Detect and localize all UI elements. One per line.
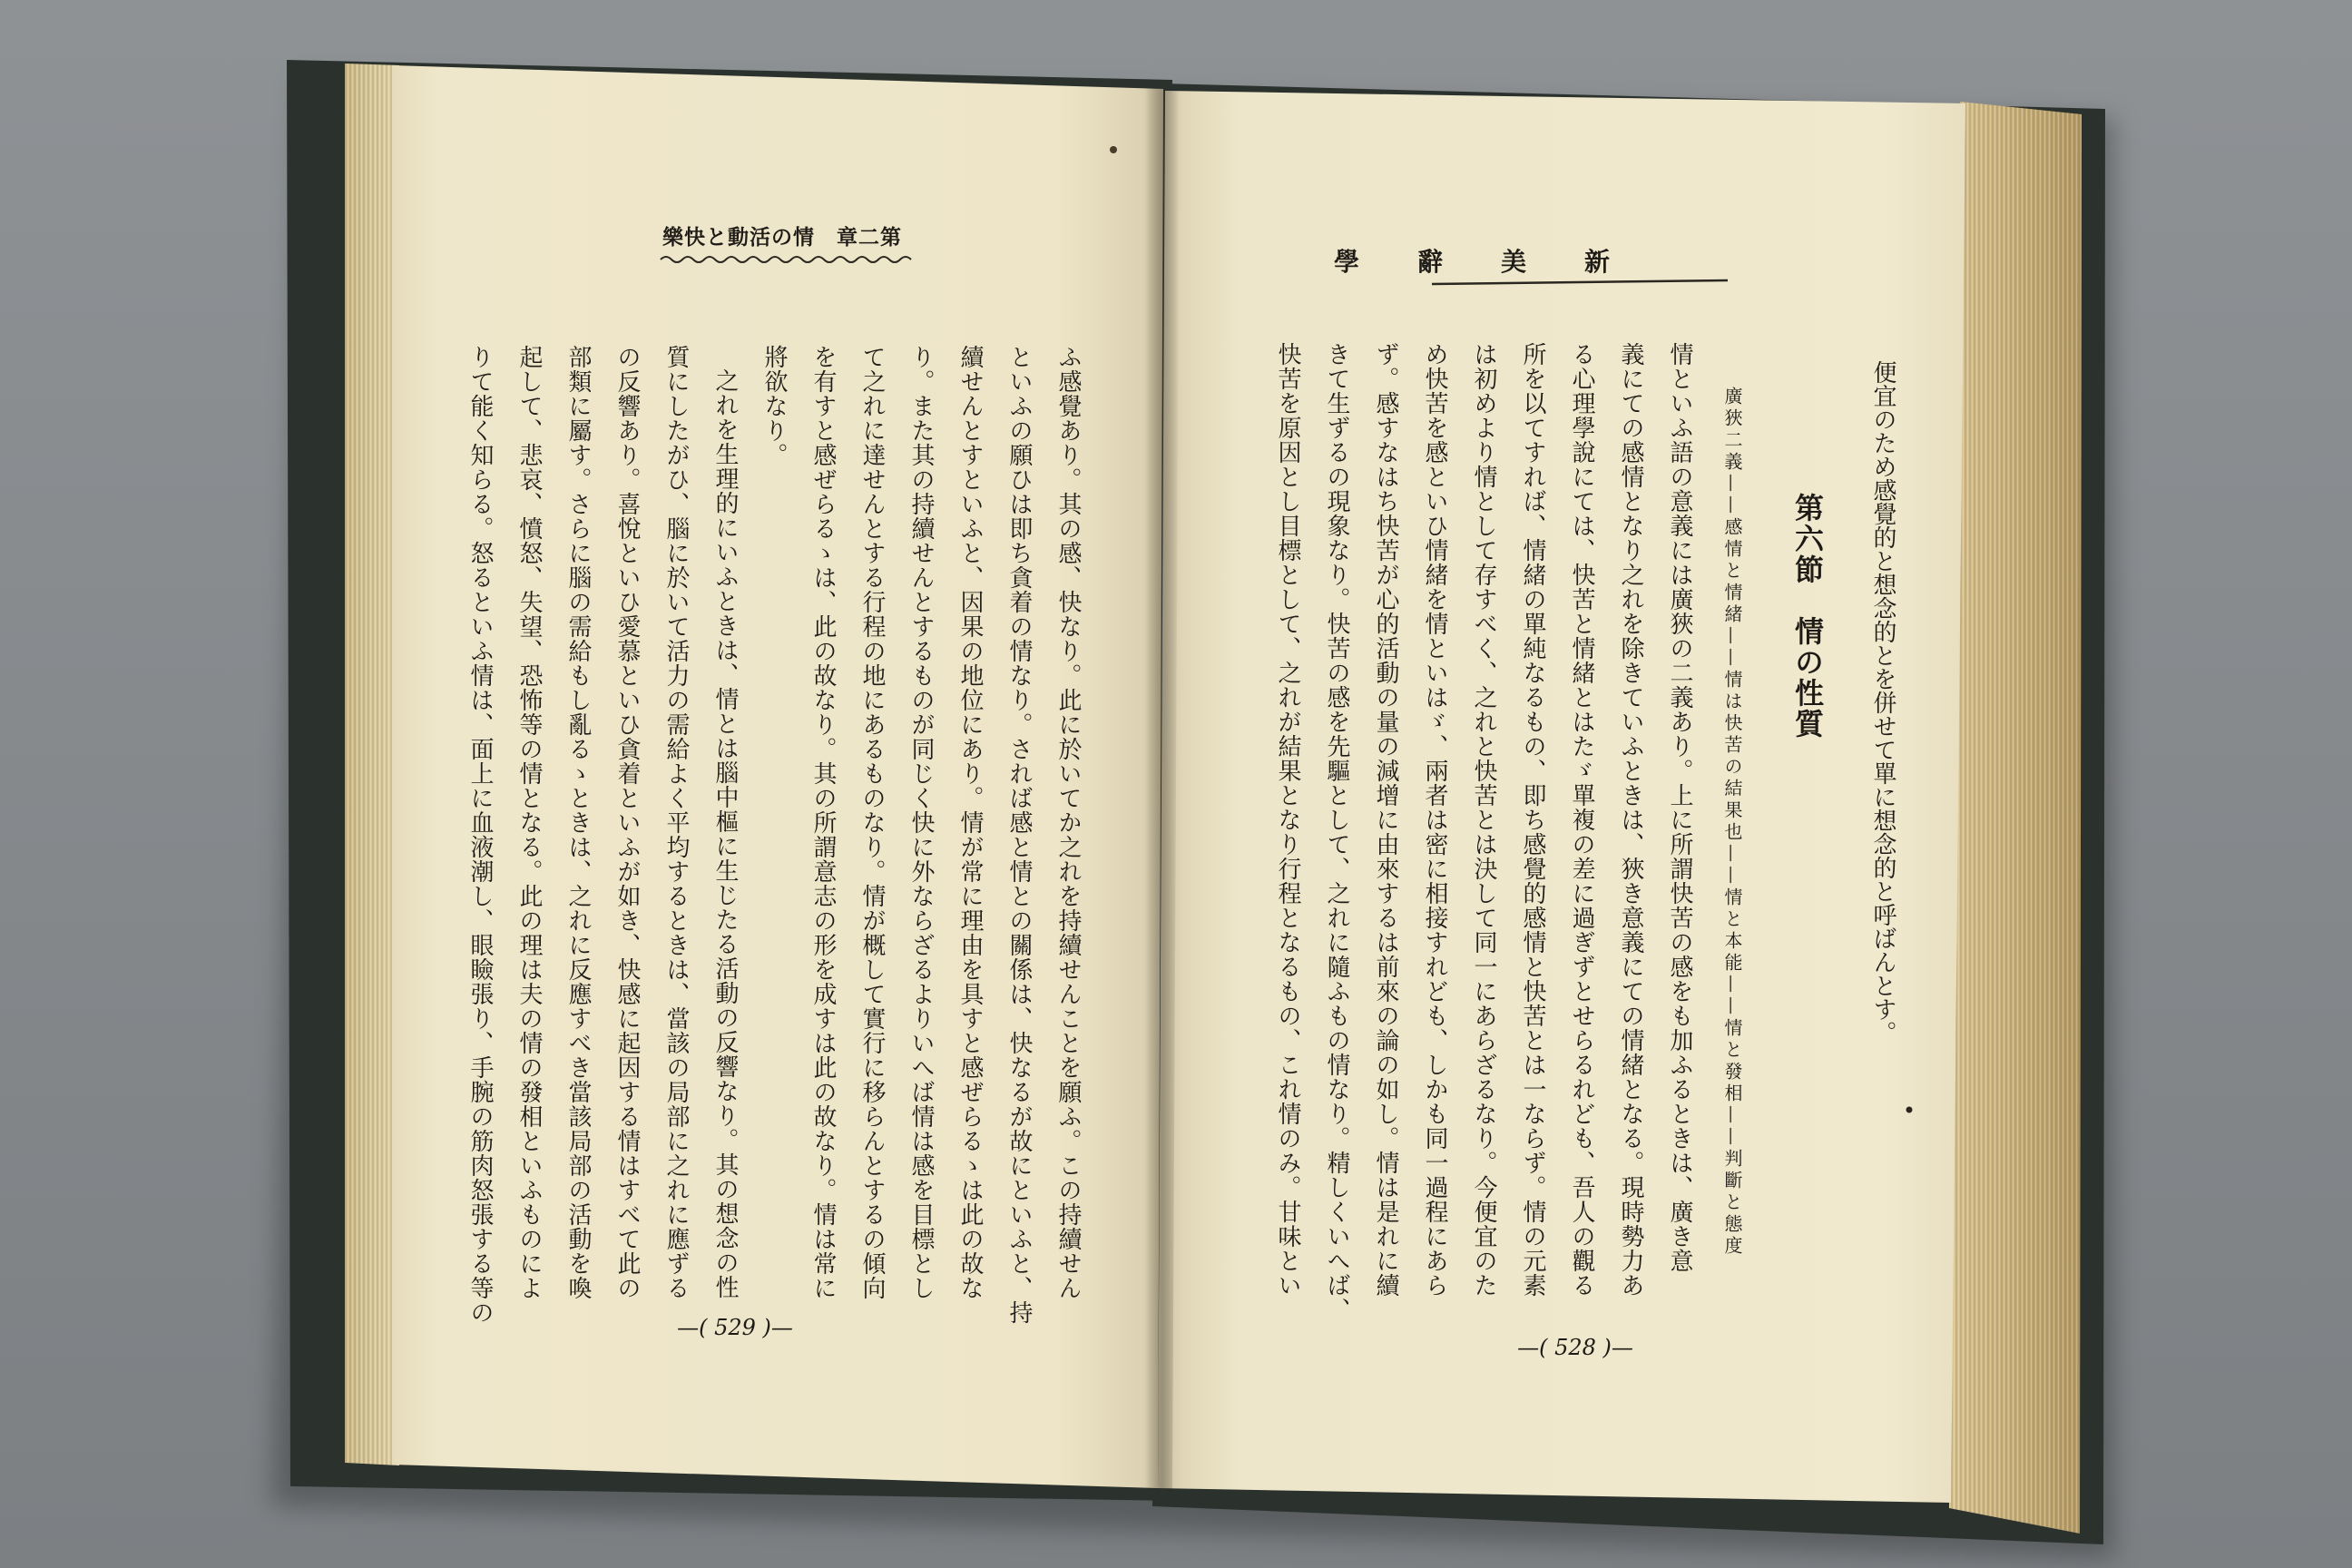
text-column: りて能く知らる。怒るといふ情は、面上に血液潮し、眼瞼張り、手腕の筋肉怒張する等の — [466, 345, 494, 1325]
text-column: り。また其の持續せんとするものが同じく快に外ならざるよりいへば情は感を目標とし — [907, 345, 935, 1300]
text-column: ふ感覺あり。其の感、快なり。此に於いてか之れを持續せんことを願ふ。この持續せん — [1054, 345, 1082, 1300]
text-column: は初めより情として存すべく、之れと快苦とは決して同一にあらざるなり。今便宜のた — [1470, 342, 1497, 1298]
page-number-left: —( 529 )— — [677, 1315, 793, 1340]
text-column: る心理學說にては、快苦と情緒とはたゞ單複の差に過ぎずとせらるれども、吾人の觀る — [1568, 342, 1595, 1298]
left-page-edges-texture — [345, 64, 399, 1465]
running-head-book-title: 新美辭學 — [1333, 247, 1668, 277]
text-column: 部類に屬す。さらに腦の需給もし亂るゝときは、之れに反應すべき當該局部の活動を喚 — [564, 345, 592, 1300]
left-page-text — [456, 345, 1093, 1325]
right-page-edges-texture — [1949, 102, 2082, 1534]
text-column: 續せんとすといふと、因果の地位にあり。情が常に理由を具すと感ぜらるゝは此の故な — [956, 345, 984, 1300]
text-column: といふの願ひは即ち貪着の情なり。されば感と情との關係は、快なるが故にといふと、持 — [1005, 345, 1033, 1325]
section-summary: 廣狹二義——感情と情緒——情は快苦の結果也——情と本能——情と發相——判斷と態度 — [1721, 387, 1743, 1258]
text-column: 快苦を原因とし目標として、之れが結果となり行程となるもの、これ情のみ。甘味とい — [1274, 342, 1301, 1298]
text-column: の反響あり。喜悅といひ愛慕といひ貪着といふが如き、快感に起因する情はすべて此の — [613, 345, 641, 1300]
text-column: 義にての感情となり之れを除きていふときは、狹き意義にての情緒となる。現時勢力あ — [1617, 342, 1644, 1298]
text-column: きて生ずるの現象なり。快苦の感を先驅として、之れに隨ふもの情なり。精しくいへば、 — [1323, 342, 1350, 1322]
text-column: 起して、悲哀、憤怒、失望、恐怖等の情となる。此の理は夫の情の發相といふものによ — [515, 345, 543, 1300]
text-column: 所を以てすれば、情緒の單純なるもの、即ち感覺的感情と快苦とは一ならず。情の元素 — [1519, 342, 1546, 1298]
page-number-right: —( 528 )— — [1517, 1335, 1633, 1360]
text-column: 將欲なり。 — [760, 345, 788, 467]
text-column: 質にしたがひ、腦に於いて活力の需給よく平均するときは、當該の局部に之れに應ずる — [662, 345, 690, 1300]
text-column: を有すと感ぜらるゝは、此の故なり。其の所謂意志の形を成すは此の故なり。情は常に — [809, 345, 837, 1300]
ink-speck — [1110, 146, 1117, 153]
right-page-text — [1263, 342, 1704, 1322]
section-heading: 第六節 情の性質 — [1790, 493, 1825, 740]
text-column: て之れに達せんとする行程の地にあるものなり。情が概して實行に移らんとするの傾向 — [858, 345, 886, 1300]
text-column: め快苦を感といひ情緒を情といはゞ、兩者は密に相接すれども、しかも同一過程にあら — [1421, 342, 1448, 1298]
text-column-paragraph-start: 之れを生理的にいふときは、情とは腦中樞に生じたる活動の反響なり。其の想念の性 — [711, 368, 739, 1299]
running-head-chapter: 第二章 情の活動と快樂 — [662, 225, 902, 250]
continuation-column: 便宜のため感覺的と想念的とを併せて單に想念的と呼ばんとす。 — [1869, 360, 1896, 1044]
text-column: ず。感すなはち快苦が心的活動の量の減增に由來するは前來の論の如し。情は是れに續 — [1372, 342, 1399, 1298]
ink-speck — [1906, 1107, 1913, 1113]
text-column: 情といふ語の意義には廣狹の二義あり。上に所謂快苦の感をも加ふるときは、廣き意 — [1666, 342, 1693, 1273]
